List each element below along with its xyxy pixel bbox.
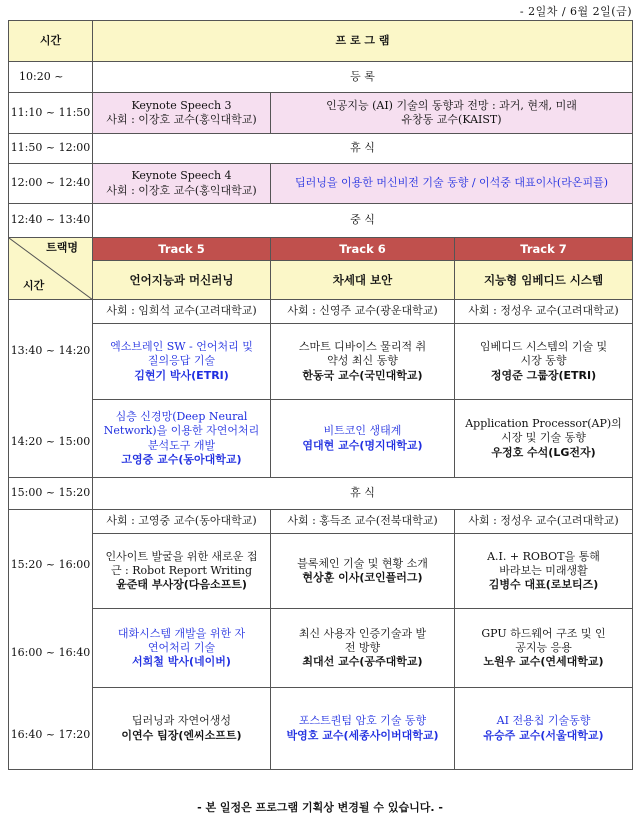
track-6-name: 차세대 보안 bbox=[271, 261, 455, 300]
talk-speaker: 노원우 교수(연세대학교) bbox=[483, 655, 604, 669]
slot-time: 12:40 ~ 13:40 bbox=[9, 204, 93, 238]
talk-title: A.I. + ROBOT을 통해 바라보는 미래생활 bbox=[487, 549, 600, 577]
talk-row bbox=[9, 534, 633, 609]
talk-title: 딥러닝과 자연어생성 bbox=[131, 714, 232, 728]
talk-cell bbox=[93, 688, 271, 770]
date-label: - 2일차 / 6월 2일(금) bbox=[519, 5, 632, 18]
talk-cell bbox=[271, 534, 455, 609]
talk-cell bbox=[271, 400, 455, 478]
talk-speaker: 서희철 박사(네이버) bbox=[132, 655, 231, 669]
talk-title: 인사이트 발굴을 위한 새로운 접근 : Robot Report Writing bbox=[105, 549, 258, 577]
talk-cell bbox=[455, 609, 633, 688]
chair-row bbox=[9, 510, 633, 534]
break-label: 휴 식 bbox=[93, 478, 633, 510]
session-chair: 사회 : 정성우 교수(고려대학교) bbox=[455, 300, 633, 324]
slot-time: 12:00 ~ 12:40 bbox=[9, 164, 93, 204]
talk-cell bbox=[455, 688, 633, 770]
keynote-3-talk bbox=[271, 93, 633, 134]
time-label: 시간 bbox=[23, 278, 45, 292]
session-chair: 사회 : 이장호 교수(홍익대학교) bbox=[106, 183, 257, 197]
break-row bbox=[9, 478, 633, 510]
talk-cell bbox=[271, 688, 455, 770]
talk-title: 비트코인 생태계 bbox=[323, 424, 402, 438]
header-row bbox=[9, 21, 633, 62]
talk-speaker: 최대선 교수(공주대학교) bbox=[302, 655, 423, 669]
talk-title: 최신 사용자 인증기술과 발전 방향 bbox=[298, 626, 427, 654]
talk-cell bbox=[93, 324, 271, 400]
session-chair: 사회 : 신영주 교수(광운대학교) bbox=[271, 300, 455, 324]
talk-cell bbox=[271, 609, 455, 688]
slot-time: 15:00 ~ 15:20 bbox=[9, 478, 93, 510]
talk-speaker: 염대현 교수(명지대학교) bbox=[302, 438, 423, 452]
track-7-name: 지능형 임베디드 시스템 bbox=[455, 261, 633, 300]
talk-row bbox=[9, 688, 633, 770]
registration-row bbox=[9, 62, 633, 93]
session-chair: 사회 : 홍득조 교수(전북대학교) bbox=[271, 510, 455, 534]
talk-title: GPU 하드웨어 구조 및 인공지능 응용 bbox=[481, 626, 606, 654]
talk-speaker: 정영준 그룹장(ETRI) bbox=[490, 368, 597, 382]
talk-cell bbox=[93, 400, 271, 478]
talk-row bbox=[9, 400, 633, 478]
break-row bbox=[9, 134, 633, 164]
talk-title: 스마트 디바이스 물리적 취약성 최신 동향 bbox=[298, 340, 427, 368]
talk-title: 심층 신경망(Deep Neural Network)을 이용한 자연어처리 분석도구 개발 bbox=[103, 409, 260, 452]
session-title: Keynote Speech 4 bbox=[131, 169, 232, 183]
track-name-row bbox=[9, 261, 633, 300]
schedule-table bbox=[8, 20, 633, 770]
track-id-row bbox=[9, 238, 633, 261]
session-chair: 사회 : 이장호 교수(홍익대학교) bbox=[106, 113, 257, 126]
talk-title: 엑소브레인 SW - 언어처리 및 질의응답 기술 bbox=[110, 340, 253, 368]
slot-times bbox=[9, 510, 93, 770]
track-time-corner bbox=[9, 238, 93, 300]
slot-time: 16:40 ~ 17:20 bbox=[10, 728, 91, 741]
slot-time: 10:20 ~ bbox=[9, 62, 93, 93]
talk-speaker: 현상훈 이사(코인플러그) bbox=[302, 571, 423, 584]
talk-speaker: 박영호 교수(세종사이버대학교) bbox=[286, 728, 439, 742]
track-name-label: 트랙명 bbox=[46, 241, 78, 254]
talk-speaker: 한동국 교수(국민대학교) bbox=[302, 368, 423, 382]
slot-time: 11:50 ~ 12:00 bbox=[9, 134, 93, 164]
schedule-change-note: - 본 일정은 프로그램 기획상 변경될 수 있습니다. - bbox=[197, 801, 443, 814]
talk-cell bbox=[455, 324, 633, 400]
talk-speaker: 유승주 교수(서울대학교) bbox=[483, 728, 604, 742]
chair-row bbox=[9, 300, 633, 324]
keynote-3-row bbox=[9, 93, 633, 134]
talk-speaker: 김병수 대표(로보티즈) bbox=[488, 578, 599, 592]
talk-title: Application Processor(AP)의 시장 및 기술 동향 bbox=[465, 417, 622, 445]
slot-time: 13:40 ~ 14:20 bbox=[10, 344, 91, 357]
talk-speaker: 우정호 수석(LG전자) bbox=[491, 445, 596, 459]
keynote-3-session bbox=[93, 93, 271, 134]
talk-speaker: 김현기 박사(ETRI) bbox=[134, 368, 229, 382]
slot-time: 11:10 ~ 11:50 bbox=[9, 93, 93, 134]
lunch-label: 중 식 bbox=[93, 204, 633, 238]
talk-speaker: 고영중 교수(동아대학교) bbox=[121, 452, 242, 466]
session-title: Keynote Speech 3 bbox=[131, 98, 232, 112]
keynote-4-session bbox=[93, 164, 271, 204]
track-5-name: 언어지능과 머신러닝 bbox=[93, 261, 271, 300]
program-header: 프 로 그 램 bbox=[93, 21, 633, 62]
talk-title: 임베디드 시스템의 기술 및 시장 동향 bbox=[479, 340, 608, 368]
track-7-id: Track 7 bbox=[455, 238, 633, 261]
slot-time: 16:00 ~ 16:40 bbox=[10, 646, 91, 659]
slot-time: 14:20 ~ 15:00 bbox=[10, 435, 91, 448]
talk-row bbox=[9, 324, 633, 400]
talk-cell bbox=[271, 324, 455, 400]
talk-row bbox=[9, 609, 633, 688]
talk-cell bbox=[455, 400, 633, 478]
time-header: 시간 bbox=[9, 21, 93, 62]
session-chair: 사회 : 고영중 교수(동아대학교) bbox=[93, 510, 271, 534]
slot-times bbox=[9, 300, 93, 478]
talk-cell bbox=[93, 609, 271, 688]
session-chair: 사회 : 임희석 교수(고려대학교) bbox=[93, 300, 271, 324]
talk-title: 포스트퀀텀 암호 기술 동향 bbox=[298, 714, 427, 728]
talk-speaker: 윤준태 부사장(다음소프트) bbox=[116, 578, 247, 592]
slot-time: 15:20 ~ 16:00 bbox=[10, 558, 91, 571]
track-6-id: Track 6 bbox=[271, 238, 455, 261]
break-label: 휴 식 bbox=[93, 134, 633, 164]
talk-title: 대화시스템 개발을 위한 자연어처리 기술 bbox=[117, 626, 246, 654]
talk-speaker: 유창동 교수(KAIST) bbox=[401, 113, 502, 126]
talk-title: AI 전용칩 기술동향 bbox=[496, 714, 591, 728]
keynote-4-talk: 딥러닝을 이용한 머신비전 기술 동향 / 이석중 대표이사(라온피플) bbox=[271, 164, 633, 204]
track-5-id: Track 5 bbox=[93, 238, 271, 261]
talk-cell bbox=[455, 534, 633, 609]
talk-speaker: 이연수 팀장(엔씨소프트) bbox=[121, 728, 242, 742]
session-chair: 사회 : 정성우 교수(고려대학교) bbox=[455, 510, 633, 534]
lunch-row bbox=[9, 204, 633, 238]
keynote-4-row bbox=[9, 164, 633, 204]
talk-title: 인공지능 (AI) 기술의 동향과 전망 : 과거, 현재, 미래 bbox=[326, 98, 577, 112]
registration-label: 등 록 bbox=[93, 62, 633, 93]
talk-cell bbox=[93, 534, 271, 609]
talk-title: 블록체인 기술 및 현황 소개 bbox=[297, 556, 428, 570]
